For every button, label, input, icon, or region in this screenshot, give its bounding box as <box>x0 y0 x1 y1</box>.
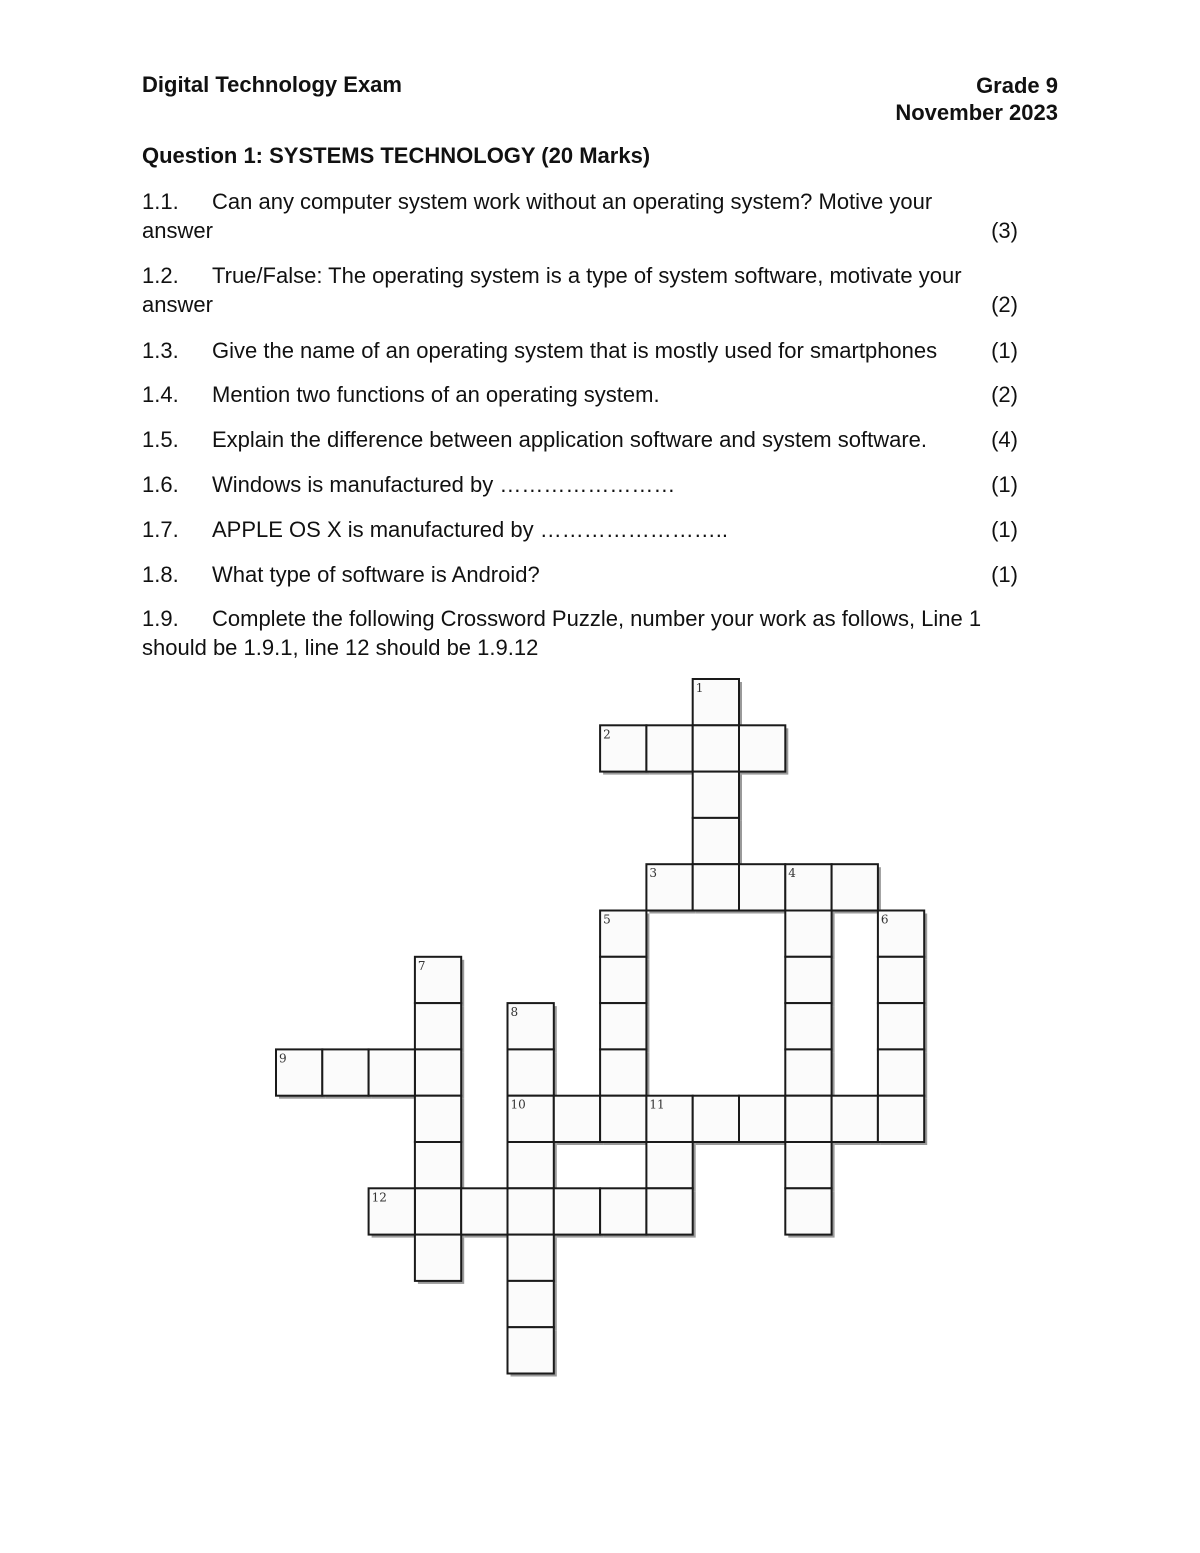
item-marks: (1) <box>991 338 1018 363</box>
item-number: 1.4. <box>142 382 179 407</box>
exam-title: Digital Technology Exam <box>142 72 402 97</box>
crossword-cell[interactable] <box>415 1142 461 1188</box>
crossword-clue-number: 8 <box>510 1005 519 1020</box>
crossword-cell[interactable] <box>785 1049 831 1095</box>
crossword-cell[interactable] <box>600 1188 646 1234</box>
crossword-clue-number: 10 <box>510 1097 526 1112</box>
item-marks: (1) <box>991 517 1018 542</box>
crossword-cell[interactable] <box>739 1096 785 1142</box>
item-text-cont: answer <box>142 218 213 243</box>
item-number: 1.7. <box>142 517 179 542</box>
crossword-cell[interactable] <box>508 1049 554 1095</box>
crossword-cell[interactable] <box>878 1096 924 1142</box>
item-number: 1.1. <box>142 189 179 214</box>
item-number: 1.8. <box>142 562 179 587</box>
crossword-cell[interactable] <box>785 1096 831 1142</box>
crossword-cell[interactable] <box>554 1188 600 1234</box>
crossword-cell[interactable] <box>693 772 739 818</box>
item-marks: (1) <box>991 562 1018 587</box>
crossword-cell[interactable] <box>693 725 739 771</box>
item-marks: (1) <box>991 472 1018 497</box>
crossword-clue-number: 5 <box>603 912 611 927</box>
crossword-cell[interactable] <box>739 725 785 771</box>
crossword-cell[interactable] <box>508 1188 554 1234</box>
crossword-cell[interactable] <box>415 1096 461 1142</box>
crossword-clue-number: 6 <box>880 912 889 927</box>
crossword-cell[interactable] <box>646 1142 692 1188</box>
crossword-cell[interactable] <box>508 1142 554 1188</box>
crossword-cell[interactable] <box>508 1235 554 1281</box>
item-text: Explain the difference between application software and system software. <box>212 427 927 452</box>
item-text-cont: should be 1.9.1, line 12 should be 1.9.12 <box>142 635 539 660</box>
item-marks: (2) <box>991 292 1018 317</box>
crossword-cell[interactable] <box>600 1049 646 1095</box>
crossword-clue-number: 2 <box>603 727 611 742</box>
crossword-cell[interactable] <box>322 1049 368 1095</box>
crossword-cell[interactable] <box>415 1188 461 1234</box>
crossword-cell[interactable] <box>878 957 924 1003</box>
item-marks: (2) <box>991 382 1018 407</box>
crossword-cell[interactable] <box>369 1049 415 1095</box>
crossword-clue-number: 4 <box>788 866 796 881</box>
question-title: Question 1: SYSTEMS TECHNOLOGY (20 Marks) <box>142 143 651 168</box>
item-text: APPLE OS X is manufactured by …………………….. <box>212 517 728 542</box>
exam-date: November 2023 <box>895 100 1058 125</box>
crossword-cell[interactable] <box>646 1188 692 1234</box>
crossword-clue-number: 7 <box>417 958 426 973</box>
crossword-clue-number: 3 <box>649 866 658 881</box>
crossword-cell[interactable] <box>600 1096 646 1142</box>
item-number: 1.2. <box>142 263 179 288</box>
item-text: Give the name of an operating system that is mostly used for smartphones <box>212 338 938 363</box>
crossword-clue-number: 9 <box>279 1051 287 1066</box>
crossword-cell[interactable] <box>739 864 785 910</box>
crossword-cell[interactable] <box>785 911 831 957</box>
item-number: 1.5. <box>142 427 179 452</box>
crossword-clue-number: 1 <box>695 681 704 695</box>
crossword-cell[interactable] <box>461 1188 507 1234</box>
item-text: Windows is manufactured by …………………… <box>212 472 676 497</box>
crossword-cell[interactable] <box>693 1096 739 1142</box>
crossword-cell[interactable] <box>415 1003 461 1049</box>
crossword-cell[interactable] <box>415 1235 461 1281</box>
crossword-cell[interactable] <box>785 1142 831 1188</box>
item-text: Complete the following Crossword Puzzle, number your work as follows, Line 1 <box>212 606 982 631</box>
item-number: 1.3. <box>142 338 179 363</box>
item-marks: (3) <box>991 218 1018 243</box>
crossword-cell[interactable] <box>600 957 646 1003</box>
crossword-cell[interactable] <box>785 1003 831 1049</box>
item-text: Mention two functions of an operating system. <box>212 382 660 407</box>
item-text: Can any computer system work without an operating system? Motive your <box>212 189 933 214</box>
item-text: True/False: The operating system is a type of system software, motivate your <box>212 263 962 288</box>
crossword-cell[interactable] <box>600 1003 646 1049</box>
crossword-cell[interactable] <box>415 1049 461 1095</box>
item-marks: (4) <box>991 427 1018 452</box>
crossword-cell[interactable] <box>554 1096 600 1142</box>
crossword-cell[interactable] <box>508 1281 554 1327</box>
crossword-cell[interactable] <box>646 725 692 771</box>
crossword-cell[interactable] <box>832 1096 878 1142</box>
item-number: 1.9. <box>142 606 179 631</box>
crossword-cell[interactable] <box>693 864 739 910</box>
crossword-cell[interactable] <box>878 1003 924 1049</box>
crossword-cell[interactable] <box>693 818 739 864</box>
crossword-cell[interactable] <box>785 957 831 1003</box>
crossword-cell[interactable] <box>878 1049 924 1095</box>
crossword-clue-number: 11 <box>649 1097 665 1112</box>
grade-label: Grade 9 <box>976 73 1058 98</box>
crossword-cell[interactable] <box>785 1188 831 1234</box>
item-number: 1.6. <box>142 472 179 497</box>
item-text-cont: answer <box>142 292 213 317</box>
crossword-clue-number: 12 <box>371 1190 387 1205</box>
item-text: What type of software is Android? <box>212 562 540 587</box>
crossword-cell[interactable] <box>832 864 878 910</box>
crossword-cell[interactable] <box>508 1327 554 1373</box>
